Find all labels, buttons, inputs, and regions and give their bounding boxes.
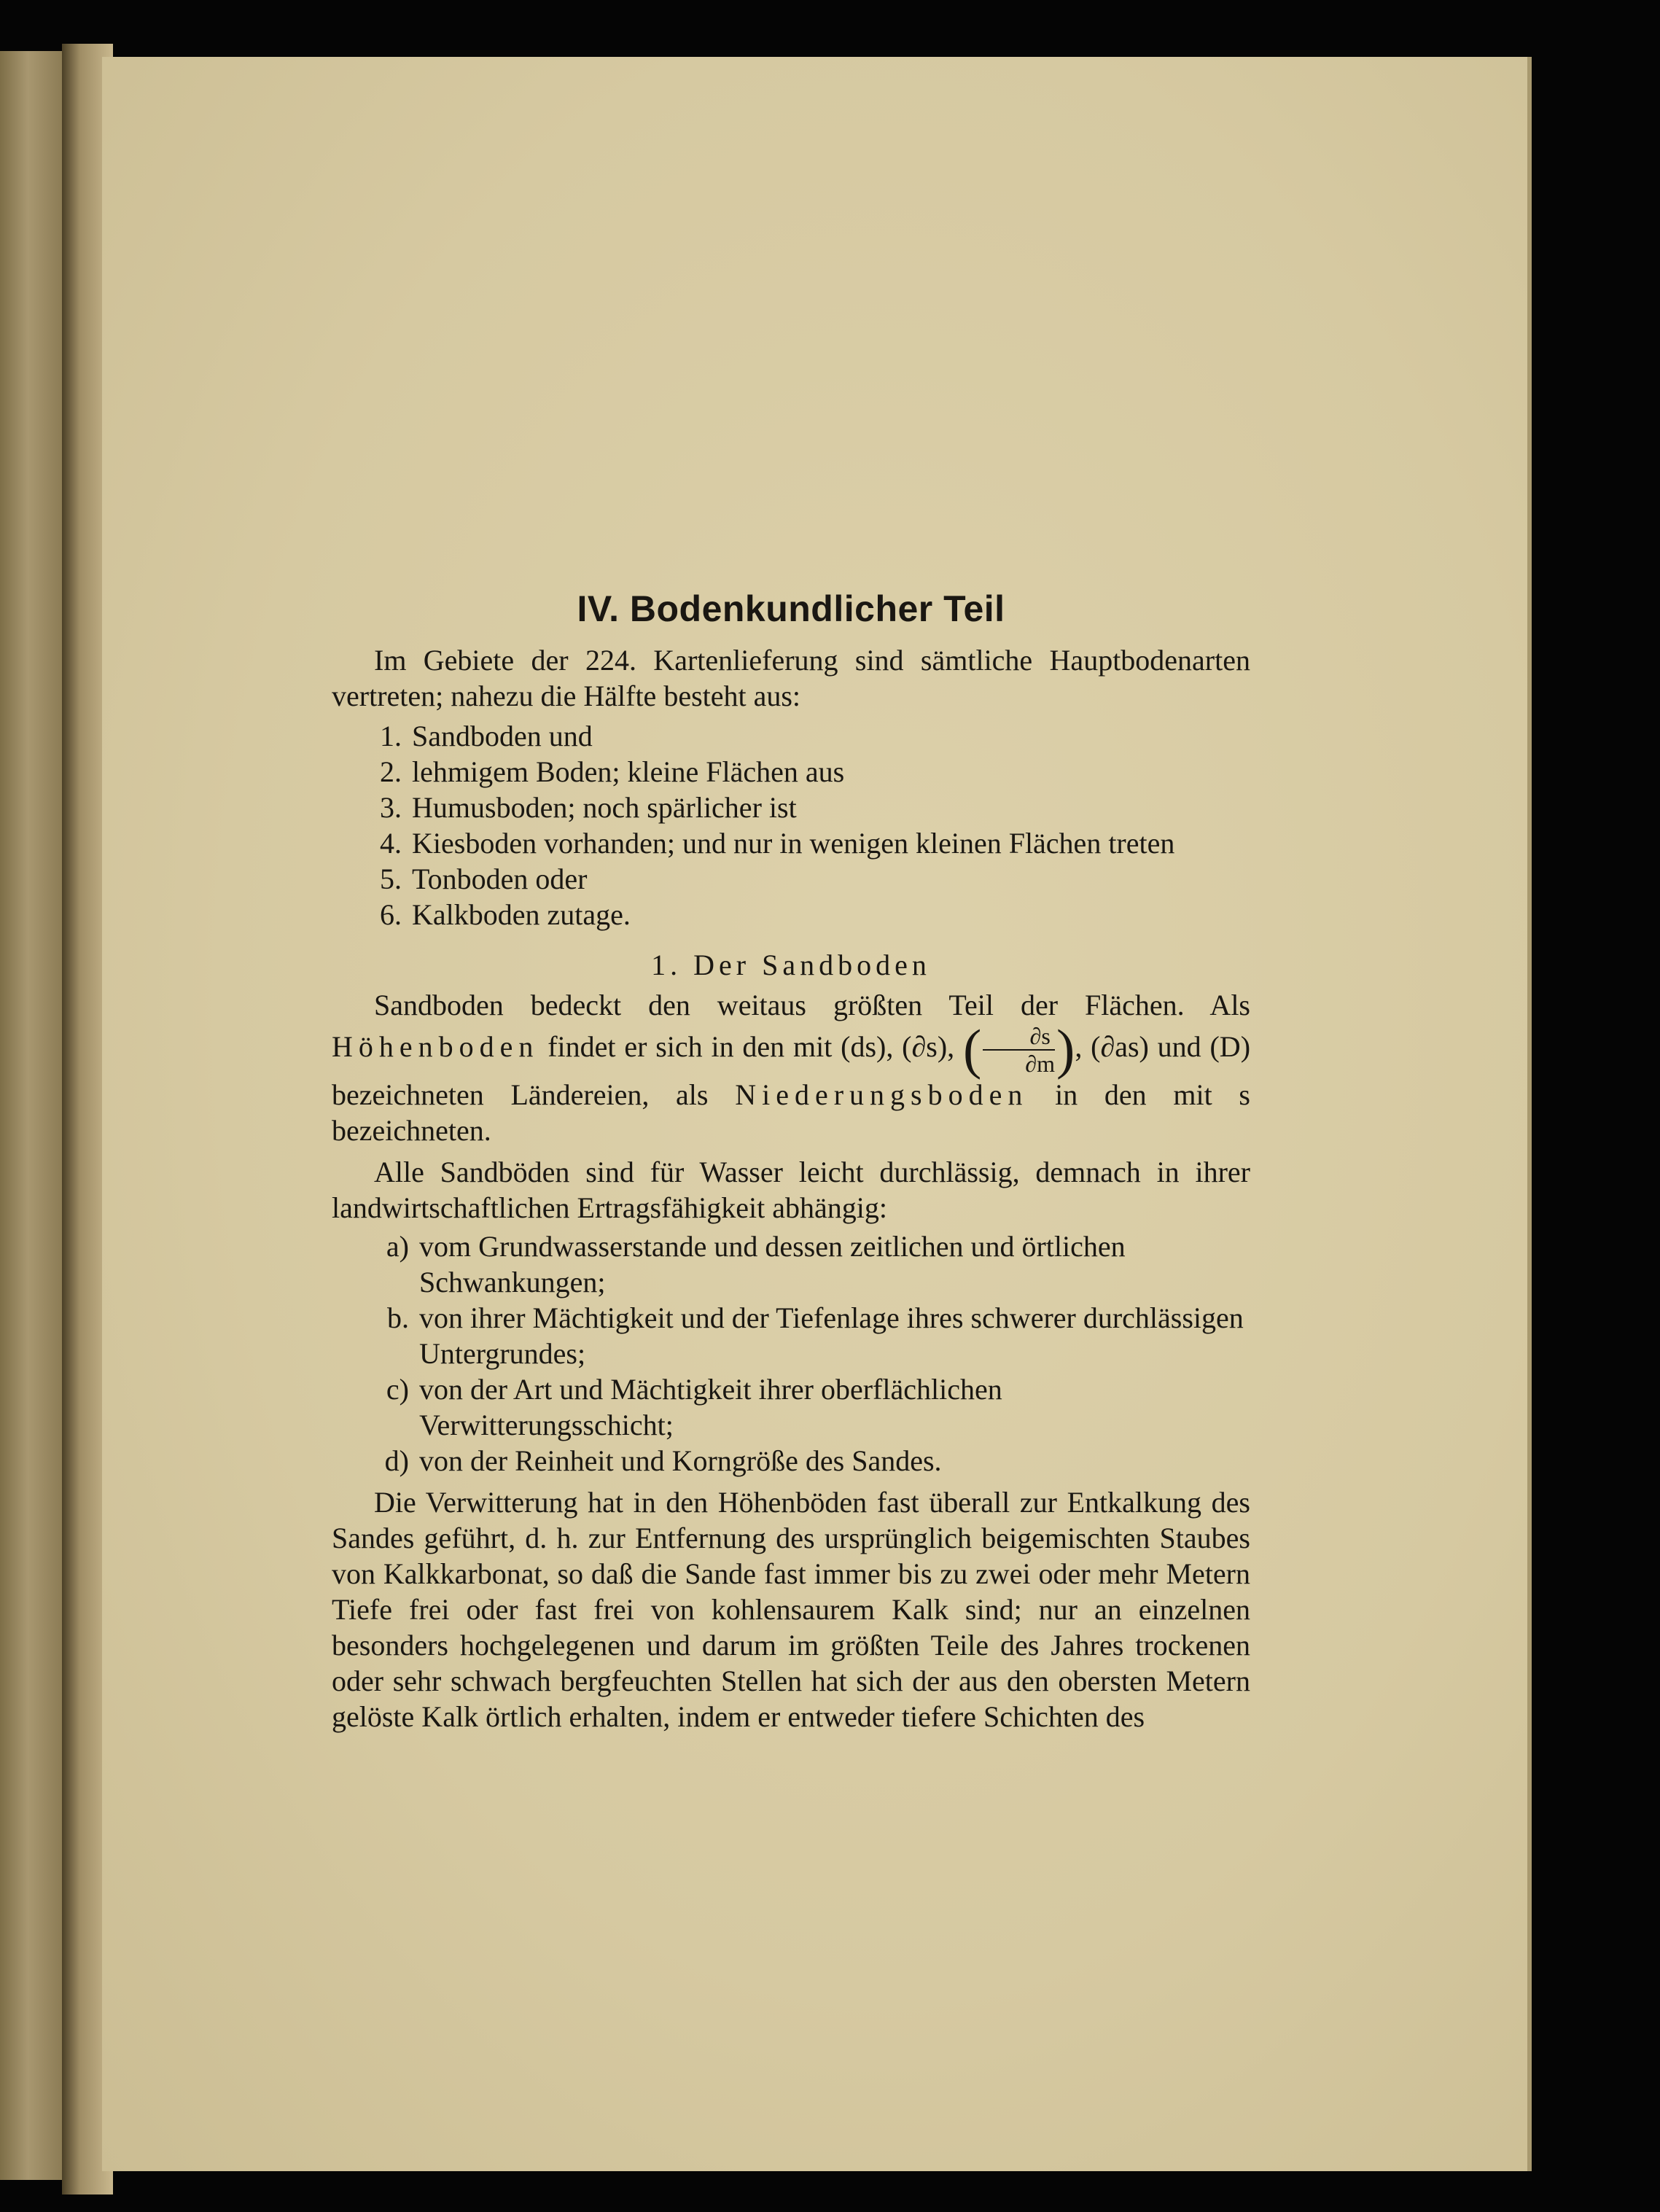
list-text: Tonboden oder (412, 862, 588, 895)
text-run: , (∂as) und (D) bezeichneten Ländereien, als (332, 1030, 1251, 1111)
list-item (332, 1300, 1250, 1371)
list-item (332, 1443, 1250, 1479)
subsection-heading: 1. Der Sandboden (651, 949, 931, 981)
list-number: 4. (380, 827, 402, 860)
dependency-list (332, 1228, 1250, 1479)
list-item (332, 790, 1250, 825)
list-text: Kiesboden vorhanden; und nur in wenigen kleinen Flächen treten (412, 827, 1175, 860)
list-text: von ihrer Mächtigkeit und der Tiefenlage ihres schwerer durchlässigen Untergrundes; (419, 1301, 1244, 1370)
paren-open: ( (962, 1019, 982, 1080)
sandboden-paragraph (332, 987, 1250, 1148)
page-content (332, 587, 1250, 1734)
list-number: d) (384, 1444, 409, 1477)
list-item (332, 897, 1250, 932)
soil-type-list (332, 718, 1250, 932)
permeability-paragraph: Alle Sandböden sind für Wasser leicht durchlässig, demnach in ihrer landwirtschaftlichen Ertragsfähigkeit abhängig: (332, 1156, 1250, 1224)
list-item (332, 1371, 1250, 1443)
list-item (332, 825, 1250, 861)
weathering-paragraph: Die Verwitterung hat in den Höhenböden fast überall zur Entkalkung des Sandes geführt, d. h. zur Entfernung des ursprünglich beigemischten Staubes von Kalkkarbonat, so daß die Sande fast immer bis zu zwei oder mehr Metern Tiefe frei oder fast frei von kohlensaurem Kalk sind; nur an einzelnen besonders hochgelegenen und darum im größten Teile des Jahres trockenen oder sehr schwach bergfeuchten Stellen hat sich der aus den obersten Metern gelöste Kalk örtlich erhalten, indem er entweder tiefere Schichten des (332, 1486, 1250, 1733)
emphasized-term: Höhenboden (332, 1030, 539, 1064)
list-text: Sandboden und (412, 720, 593, 752)
list-item (332, 861, 1250, 897)
list-number: 1. (380, 720, 402, 752)
section-heading: IV. Bodenkundlicher Teil (577, 588, 1005, 629)
list-text: lehmigem Boden; kleine Flächen aus (412, 755, 845, 788)
list-text: Humusboden; noch spärlicher ist (412, 791, 797, 824)
list-number: 5. (380, 862, 402, 895)
list-text: von der Art und Mächtigkeit ihrer oberflächlichen Verwitterungsschicht; (419, 1373, 1002, 1441)
text-run: in den mit s bezeichneten. (332, 1078, 1251, 1147)
list-item (332, 754, 1250, 790)
list-number: 3. (380, 791, 402, 824)
left-page-edge (0, 51, 62, 2180)
list-number: a) (386, 1230, 409, 1263)
list-number: 6. (380, 898, 402, 931)
fraction-numerator: ∂s (983, 1023, 1055, 1051)
list-text: vom Grundwasserstande und dessen zeitlichen und örtlichen Schwankungen; (419, 1230, 1126, 1298)
list-number: c) (386, 1373, 409, 1406)
list-number: 2. (380, 755, 402, 788)
list-item (332, 1228, 1250, 1300)
paren-close: ) (1056, 1019, 1075, 1080)
fraction-denominator: ∂m (1025, 1051, 1055, 1077)
text-run: Sandboden bedeckt den weitaus größten Teil der Flächen. Als (374, 989, 1250, 1021)
fraction (981, 1023, 1056, 1077)
list-text: von der Reinheit und Korngröße des Sandes. (419, 1444, 942, 1477)
intro-paragraph: Im Gebiete der 224. Kartenlieferung sind sämtliche Hauptbodenarten vertreten; nahezu die Hälfte besteht aus: (332, 644, 1250, 712)
list-number: b. (387, 1301, 409, 1334)
list-item (332, 718, 1250, 754)
text-run: findet er sich in den mit (ds), (∂s), (548, 1030, 955, 1064)
emphasized-term: Niederungsboden (735, 1078, 1029, 1111)
list-text: Kalkboden zutage. (412, 898, 631, 931)
